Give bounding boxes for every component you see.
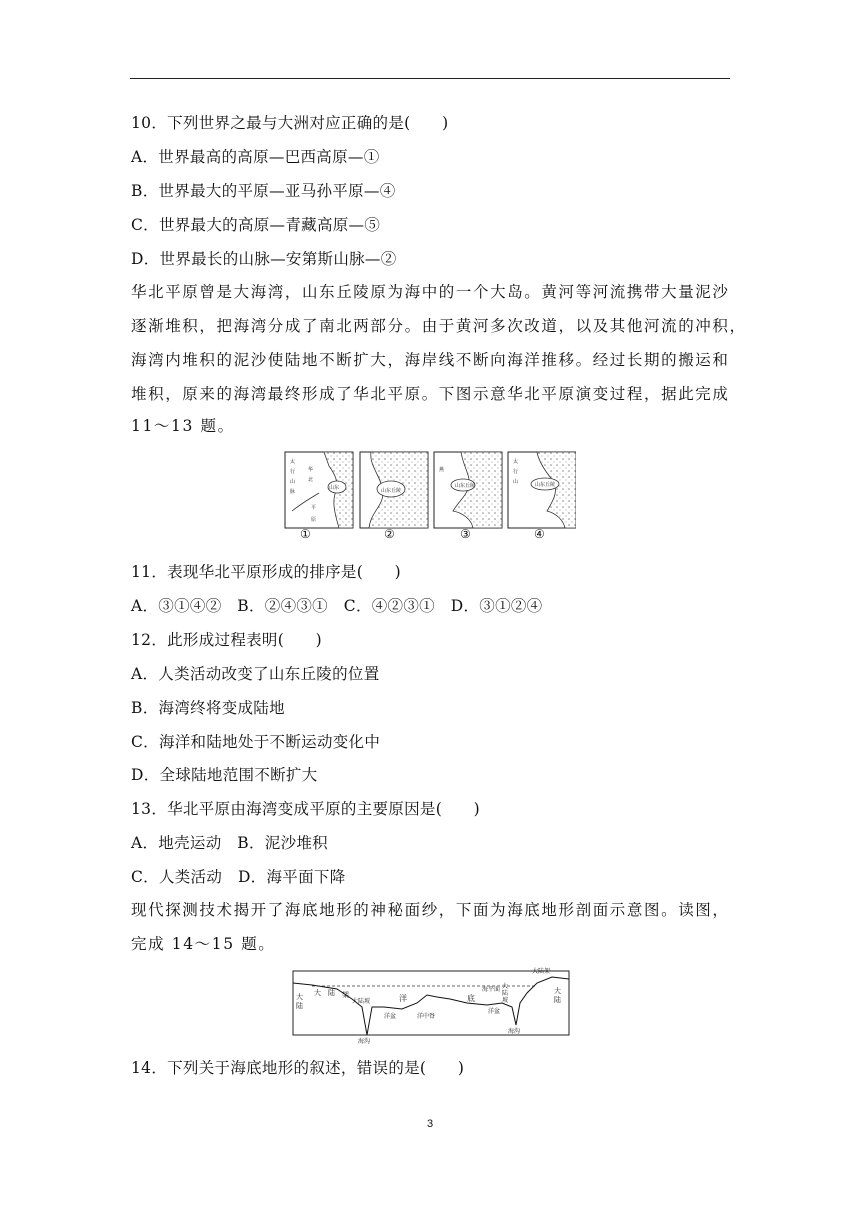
svg-text:行: 行	[290, 469, 296, 475]
svg-text:燕: 燕	[439, 467, 445, 473]
panel-label-4: ④	[534, 527, 545, 541]
svg-text:大: 大	[314, 989, 321, 997]
q12-option-c: C．海洋和陆地处于不断运动变化中	[131, 733, 381, 751]
q14-stem: 14．下列关于海底地形的叙述，错误的是( )	[131, 1059, 465, 1077]
map-panel-2	[360, 452, 428, 528]
panel-label-2: ②	[384, 527, 395, 541]
svg-text:大: 大	[554, 987, 561, 995]
q11-options: A．③①④② B．②④③① C．④②③① D．③①②④	[131, 597, 543, 615]
q10-option-c: C．世界最大的高原—青藏高原—⑤	[131, 216, 381, 234]
q10-option-a: A．世界最高的高原—巴西高原—①	[131, 148, 380, 166]
svg-text:山东丘陵: 山东丘陵	[381, 488, 402, 494]
q10-option-b: B．世界最大的平原—亚马孙平原—④	[131, 182, 396, 200]
passage2-line-1: 现代探测技术揭开了海底地形的神秘面纱，下面为海底地形剖面示意图。读图，	[131, 901, 730, 919]
svg-text:华: 华	[308, 467, 314, 473]
svg-text:架: 架	[342, 991, 349, 999]
svg-text:行: 行	[513, 469, 519, 475]
header-rule	[130, 78, 730, 79]
passage1-line-1: 华北平原曾是大海湾，山东丘陵原为海中的一个大岛。黄河等河流携带大量泥沙	[131, 283, 730, 301]
map-panel-3	[434, 452, 502, 528]
passage1-line-5: 11～13 题。	[131, 417, 235, 435]
q10-option-d: D．世界最长的山脉—安第斯山脉—②	[131, 250, 397, 268]
svg-text:平: 平	[311, 505, 317, 511]
svg-text:大陆坡: 大陆坡	[352, 998, 371, 1005]
svg-text:脉: 脉	[290, 489, 296, 495]
passage1-line-3: 海湾内堆积的泥沙使陆地不断扩大，海岸线不断向海洋推移。经过长期的搬运和	[131, 351, 730, 369]
svg-text:洋盆: 洋盆	[384, 1013, 397, 1020]
svg-text:山东丘陵: 山东丘陵	[535, 482, 556, 488]
q12-option-d: D．全球陆地范围不断扩大	[131, 766, 318, 784]
q13-stem: 13．华北平原由海湾变成平原的主要原因是( )	[131, 800, 481, 818]
svg-text:山东: 山东	[329, 485, 340, 491]
svg-text:洋盆: 洋盆	[488, 1008, 501, 1015]
page-number: 3	[426, 1118, 434, 1130]
figure-seabed-profile	[292, 963, 570, 1045]
svg-text:太: 太	[513, 459, 519, 465]
passage1-line-2: 逐渐堆积，把海湾分成了南北两部分。由于黄河多次改道，以及其他河流的冲积，	[131, 317, 747, 335]
svg-text:大: 大	[502, 983, 509, 990]
svg-text:陆: 陆	[328, 989, 335, 997]
map-panel-4	[508, 452, 576, 528]
panel-label-3: ③	[460, 527, 471, 541]
svg-text:大陆架: 大陆架	[532, 968, 551, 975]
svg-text:海沟: 海沟	[508, 1028, 521, 1035]
svg-text:原: 原	[311, 517, 317, 523]
q13-options-line-2: C．人类活动 D．海平面下降	[131, 868, 346, 886]
svg-text:山: 山	[513, 479, 519, 485]
q11-stem: 11．表现华北平原形成的排序是( )	[131, 563, 402, 581]
map-panel-1	[285, 452, 353, 528]
q12-option-b: B．海湾终将变成陆地	[131, 699, 285, 717]
q12-stem: 12．此形成过程表明( )	[131, 631, 323, 649]
svg-text:海沟: 海沟	[358, 1038, 371, 1045]
q10-stem: 10．下列世界之最与大洲对应正确的是( )	[131, 114, 449, 132]
svg-text:陆: 陆	[502, 990, 509, 997]
svg-text:北: 北	[308, 477, 314, 483]
svg-text:山: 山	[290, 479, 296, 485]
svg-text:山东丘陵: 山东丘陵	[455, 483, 476, 489]
figure-plain-evolution	[284, 451, 576, 546]
svg-text:陆: 陆	[554, 996, 561, 1004]
passage1-line-4: 堆积，原来的海湾最终形成了华北平原。下图示意华北平原演变过程，据此完成	[131, 385, 730, 403]
svg-text:海平面: 海平面	[482, 986, 501, 993]
passage2-line-2: 完成 14～15 题。	[131, 935, 276, 953]
svg-text:陆: 陆	[296, 1002, 303, 1010]
svg-text:洋: 洋	[399, 994, 407, 1003]
svg-text:底: 底	[467, 994, 475, 1003]
svg-text:洋中脊: 洋中脊	[417, 1013, 436, 1020]
q13-options-line-1: A．地壳运动 B．泥沙堆积	[131, 834, 328, 852]
panel-label-1: ①	[300, 527, 311, 541]
svg-text:太: 太	[290, 459, 296, 465]
q12-option-a: A．人类活动改变了山东丘陵的位置	[131, 665, 380, 683]
svg-text:大: 大	[296, 993, 303, 1001]
svg-text:坡: 坡	[502, 997, 509, 1004]
